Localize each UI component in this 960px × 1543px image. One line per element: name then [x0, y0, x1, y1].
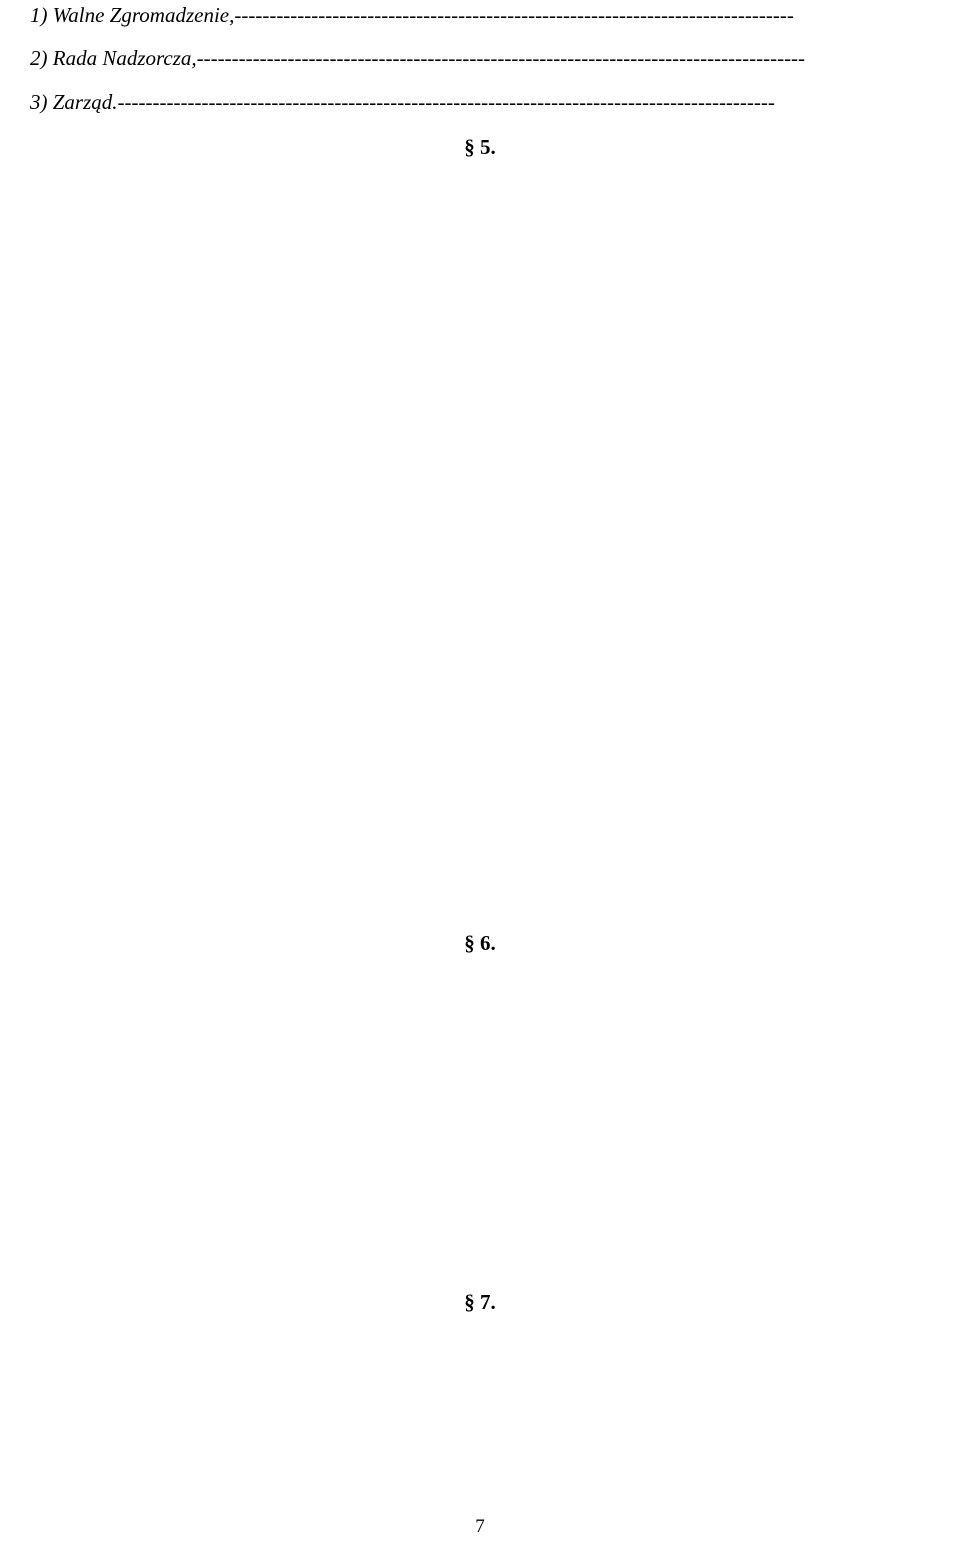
- dash-filler: ----------------------------------------------------------------------------------------------: [117, 90, 775, 114]
- section-7-heading: § 7.: [464, 1290, 496, 1314]
- organ-item-1: [0, 2, 960, 28]
- organ-item-2: [0, 45, 960, 71]
- organ-item-1-text: 1) Walne Zgromadzenie,: [30, 3, 235, 27]
- dash-filler: --------------------------------------------------------------------------------: [234, 3, 794, 27]
- organ-item-3-text: 3) Zarząd.: [30, 90, 118, 114]
- dash-filler: ---------------------------------------------------------------------------------------: [196, 46, 806, 70]
- section-6-heading: § 6.: [464, 931, 496, 955]
- section-5-heading: § 5.: [464, 135, 496, 159]
- page-number: 7: [475, 1516, 485, 1537]
- organ-item-3: [0, 89, 960, 115]
- organ-item-2-text: 2) Rada Nadzorcza,: [30, 46, 197, 70]
